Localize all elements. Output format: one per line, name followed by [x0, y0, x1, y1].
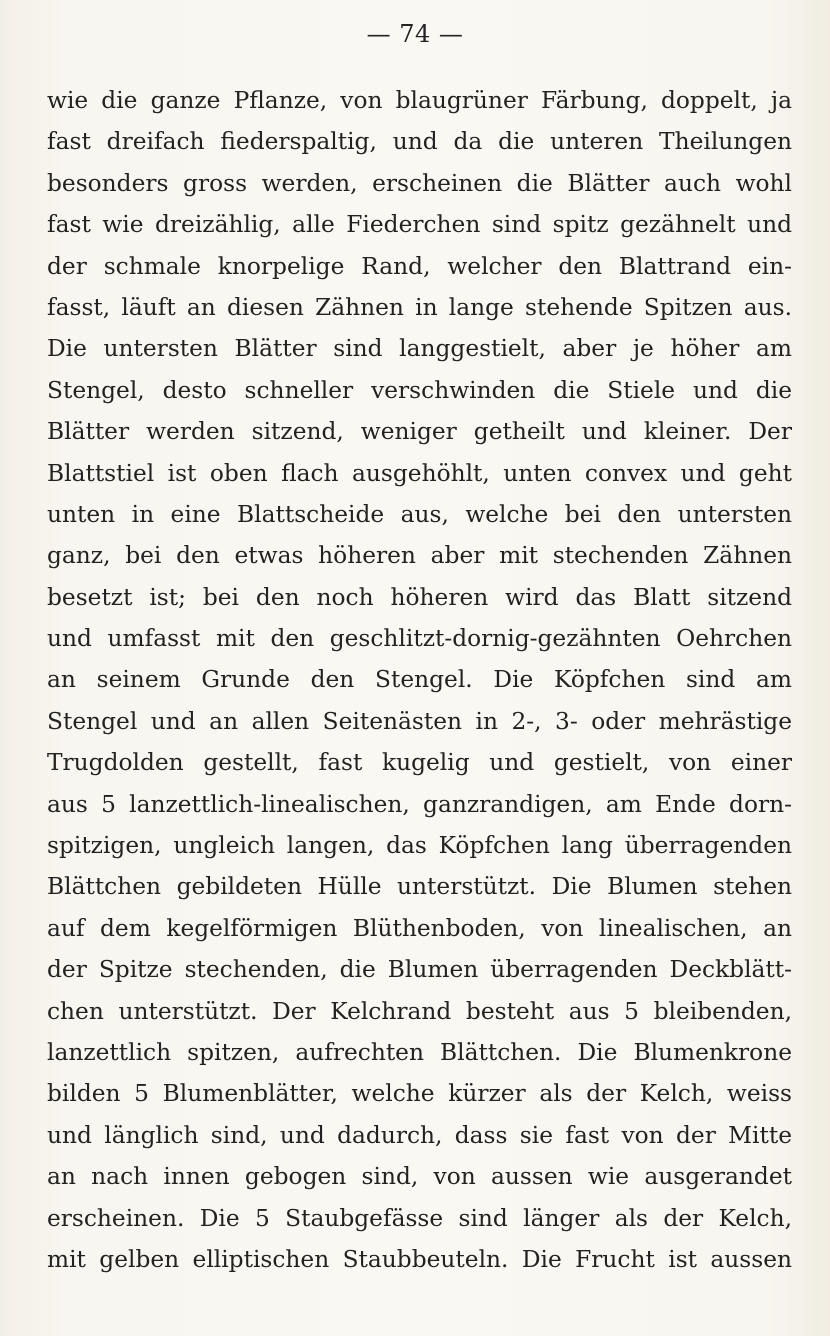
- text-line: besetzt ist; bei den noch höheren wird das Blatt sitzend: [47, 583, 792, 611]
- text-line: an nach innen gebogen sind, von aussen wie ausgerandet: [47, 1163, 792, 1191]
- text-line: der schmale knorpelige Rand, welcher den Blattrand ein-: [47, 252, 792, 280]
- body-text: [47, 80, 792, 1280]
- text-line: lanzettlich spitzen, aufrechten Blättchen. Die Blumenkrone: [47, 1038, 792, 1066]
- text-line: ganz, bei den etwas höheren aber mit stechenden Zähnen: [47, 542, 792, 570]
- text-line: unten in eine Blattscheide aus, welche bei den untersten: [47, 500, 792, 528]
- text-line: besonders gross werden, erscheinen die Blätter auch wohl: [47, 169, 792, 197]
- text-line: Stengel und an allen Seitenästen in 2-, 3- oder mehrästige: [47, 707, 792, 735]
- text-line: Trugdolden gestellt, fast kugelig und gestielt, von einer: [47, 749, 792, 777]
- text-line: fast wie dreizählig, alle Fiederchen sind spitz gezähnelt und: [47, 211, 792, 239]
- text-line: der Spitze stechenden, die Blumen überragenden Deckblätt-: [47, 956, 792, 984]
- text-line: Stengel, desto schneller verschwinden die Stiele und die: [47, 376, 792, 404]
- text-line: wie die ganze Pflanze, von blaugrüner Färbung, doppelt, ja: [47, 87, 792, 114]
- text-line: Blättchen gebildeten Hülle unterstützt. Die Blumen stehen: [47, 873, 792, 901]
- text-line: spitzigen, ungleich langen, das Köpfchen lang überragenden: [47, 832, 792, 860]
- text-line: mit gelben elliptischen Staubbeuteln. Die Frucht ist aussen: [47, 1245, 792, 1273]
- text-line: fasst, läuft an diesen Zähnen in lange stehende Spitzen aus.: [47, 293, 792, 321]
- text-line: Blattstiel ist oben flach ausgehöhlt, unten convex und geht: [47, 459, 792, 487]
- page-number: — 74 —: [366, 20, 464, 48]
- text-line: Blätter werden sitzend, weniger getheilt und kleiner. Der: [47, 418, 792, 446]
- text-line: chen unterstützt. Der Kelchrand besteht aus 5 bleibenden,: [47, 997, 792, 1025]
- text-line: bilden 5 Blumenblätter, welche kürzer als der Kelch, weiss: [47, 1080, 792, 1108]
- text-line: und länglich sind, und dadurch, dass sie fast von der Mitte: [47, 1121, 792, 1149]
- text-line: Die untersten Blätter sind langgestielt, aber je höher am: [47, 335, 792, 363]
- text-line: aus 5 lanzettlich-linealischen, ganzrandigen, am Ende dorn-: [47, 790, 792, 818]
- text-line: erscheinen. Die 5 Staubgefässe sind länger als der Kelch,: [47, 1204, 792, 1232]
- text-line: und umfasst mit den geschlitzt-dornig-gezähnten Oehrchen: [47, 625, 792, 653]
- text-line: fast dreifach fiederspaltig, und da die unteren Theilungen: [47, 128, 792, 156]
- text-line: auf dem kegelförmigen Blüthenboden, von linealischen, an: [47, 914, 792, 942]
- text-line: an seinem Grunde den Stengel. Die Köpfchen sind am: [47, 666, 792, 694]
